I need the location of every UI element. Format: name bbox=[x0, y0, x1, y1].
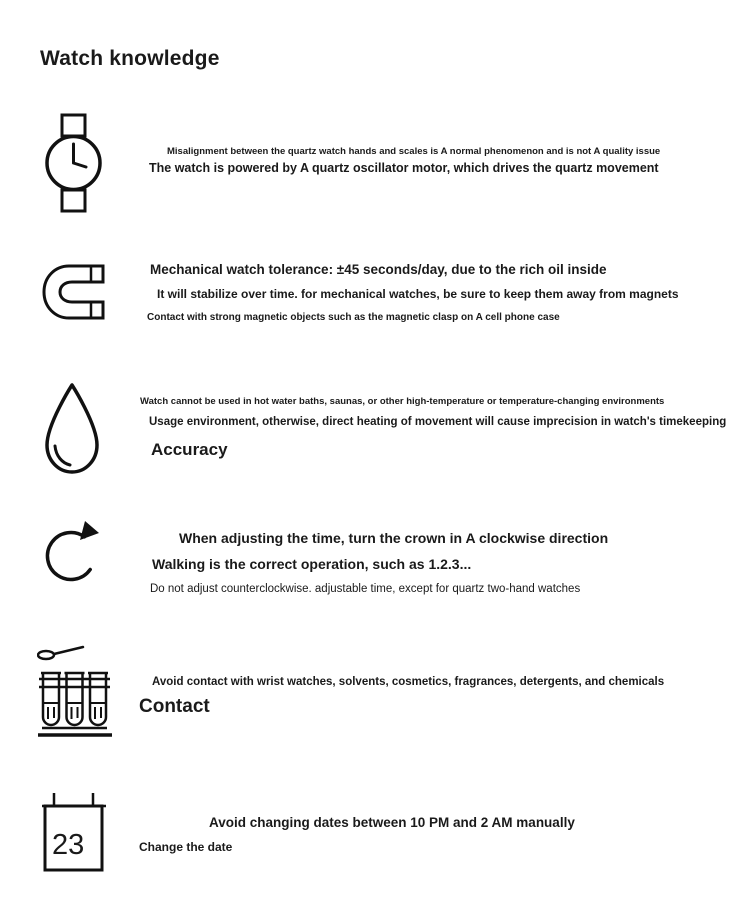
correct-operation-line: Walking is the correct operation, such as 1.2.3... bbox=[152, 556, 472, 572]
crown-clockwise-line: When adjusting the time, turn the crown in A clockwise direction bbox=[179, 530, 609, 546]
quartz-main-line: The watch is powered by A quartz oscillator motor, which drives the quartz movement bbox=[149, 161, 659, 175]
quartz-note-line: Misalignment between the quartz watch hands and scales is A normal phenomenon and is not A quality issue bbox=[167, 146, 661, 157]
change-date-heading: Change the date bbox=[139, 840, 233, 854]
magnet-tolerance-line: Mechanical watch tolerance: ±45 seconds/day, due to the rich oil inside bbox=[150, 262, 607, 277]
temperature-warning-line: Watch cannot be used in hot water baths, saunas, or other high-temperature or temperature-changing environments bbox=[140, 396, 665, 407]
water-drop-icon bbox=[42, 382, 102, 475]
contact-heading: Contact bbox=[139, 696, 210, 717]
page-title: Watch knowledge bbox=[40, 47, 220, 71]
avoid-date-change-line: Avoid changing dates between 10 PM and 2 AM manually bbox=[209, 815, 575, 830]
test-tubes-icon bbox=[37, 643, 113, 743]
avoid-chemicals-line: Avoid contact with wrist watches, solvents, cosmetics, fragrances, detergents, and chemicals bbox=[152, 676, 665, 688]
usage-environment-line: Usage environment, otherwise, direct heating of movement will cause imprecision in watch's timekeeping bbox=[149, 416, 727, 428]
magnet-contact-line: Contact with strong magnetic objects such as the magnetic clasp on A cell phone case bbox=[147, 312, 560, 323]
wristwatch-icon bbox=[45, 113, 102, 213]
accuracy-heading: Accuracy bbox=[151, 440, 228, 459]
magnet-stabilize-line: It will stabilize over time. for mechanical watches, be sure to keep them away from magnets bbox=[157, 287, 679, 301]
counterclockwise-warning-line: Do not adjust counterclockwise. adjustable time, except for quartz two-hand watches bbox=[150, 583, 581, 595]
magnet-icon bbox=[42, 262, 105, 322]
calendar-day-number: 23 bbox=[52, 829, 85, 861]
rotate-clockwise-icon bbox=[42, 520, 103, 585]
